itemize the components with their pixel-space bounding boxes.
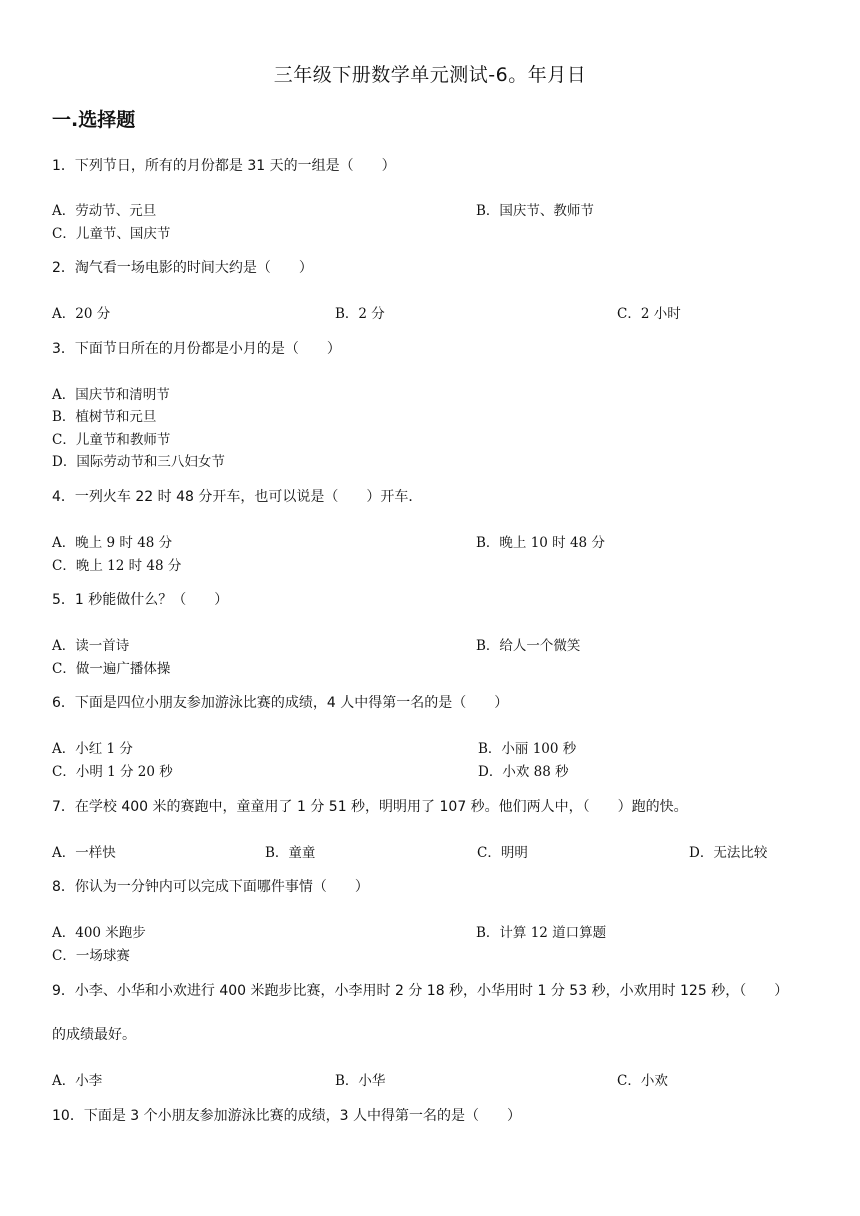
q3-option-c[interactable]: C．儿童节和教师节 [52, 432, 171, 448]
question-4: 4．一列火车 22 时 48 分开车，也可以说是（ ）开车． [52, 489, 423, 505]
question-6: 6．下面是四位小朋友参加游泳比赛的成绩，4 人中得第一名的是（ ） [52, 695, 509, 711]
q2-option-a[interactable]: A．20 分 [52, 306, 111, 322]
q4-option-b[interactable]: B．晚上 10 时 48 分 [476, 535, 605, 551]
q1-option-c[interactable]: C．儿童节、国庆节 [52, 226, 171, 242]
q7-option-a[interactable]: A．一样快 [52, 845, 116, 861]
q4-option-a[interactable]: A．晚上 9 时 48 分 [52, 535, 173, 551]
q3-option-a[interactable]: A．国庆节和清明节 [52, 387, 170, 403]
q1-option-b[interactable]: B．国庆节、教师节 [476, 203, 594, 219]
q7-option-c[interactable]: C．明明 [477, 845, 528, 861]
q8-option-a[interactable]: A．400 米跑步 [52, 925, 146, 941]
question-10: 10．下面是 3 个小朋友参加游泳比赛的成绩，3 人中得第一名的是（ ） [52, 1108, 521, 1124]
q8-option-b[interactable]: B．计算 12 道口算题 [476, 925, 607, 941]
q4-option-c[interactable]: C．晚上 12 时 48 分 [52, 558, 182, 574]
question-9: 9．小李、小华和小欢进行 400 米跑步比赛，小李用时 2 分 18 秒，小华用时 1 分 53 秒，小欢用时 125 秒，（ ） [52, 983, 789, 999]
q2-option-b[interactable]: B．2 分 [335, 306, 385, 322]
q7-option-d[interactable]: D．无法比较 [689, 845, 768, 861]
question-1: 1．下列节日，所有的月份都是 31 天的一组是（ ） [52, 158, 396, 174]
q3-option-d[interactable]: D．国际劳动节和三八妇女节 [52, 454, 225, 470]
q3-option-b[interactable]: B．植树节和元旦 [52, 409, 157, 425]
q6-option-c[interactable]: C．小明 1 分 20 秒 [52, 764, 173, 780]
question-9-continued: 的成绩最好。 [52, 1027, 136, 1043]
question-8: 8．你认为一分钟内可以完成下面哪件事情（ ） [52, 879, 369, 895]
q1-option-a[interactable]: A．劳动节、元旦 [52, 203, 157, 219]
q9-option-a[interactable]: A．小李 [52, 1073, 103, 1089]
page-title: 三年级下册数学单元测试-6。年月日 [273, 64, 587, 86]
q8-option-c[interactable]: C．一场球赛 [52, 948, 130, 964]
q5-option-c[interactable]: C．做一遍广播体操 [52, 661, 171, 677]
q5-option-a[interactable]: A．读一首诗 [52, 638, 130, 654]
q9-option-c[interactable]: C．小欢 [617, 1073, 668, 1089]
q9-option-b[interactable]: B．小华 [335, 1073, 386, 1089]
q6-option-b[interactable]: B．小丽 100 秒 [478, 741, 577, 757]
question-3: 3．下面节日所在的月份都是小月的是（ ） [52, 341, 341, 357]
q7-option-b[interactable]: B．童童 [265, 845, 316, 861]
section-heading: 一.选择题 [52, 109, 136, 131]
question-7: 7．在学校 400 米的赛跑中，童童用了 1 分 51 秒，明明用了 107 秒。他们两人中，（ ）跑的快。 [52, 799, 688, 815]
question-5: 5．1 秒能做什么？（ ） [52, 592, 229, 608]
q2-option-c[interactable]: C．2 小时 [617, 306, 681, 322]
question-2: 2．淘气看一场电影的时间大约是（ ） [52, 260, 313, 276]
q6-option-d[interactable]: D．小欢 88 秒 [478, 764, 569, 780]
q6-option-a[interactable]: A．小红 1 分 [52, 741, 133, 757]
q5-option-b[interactable]: B．给人一个微笑 [476, 638, 581, 654]
